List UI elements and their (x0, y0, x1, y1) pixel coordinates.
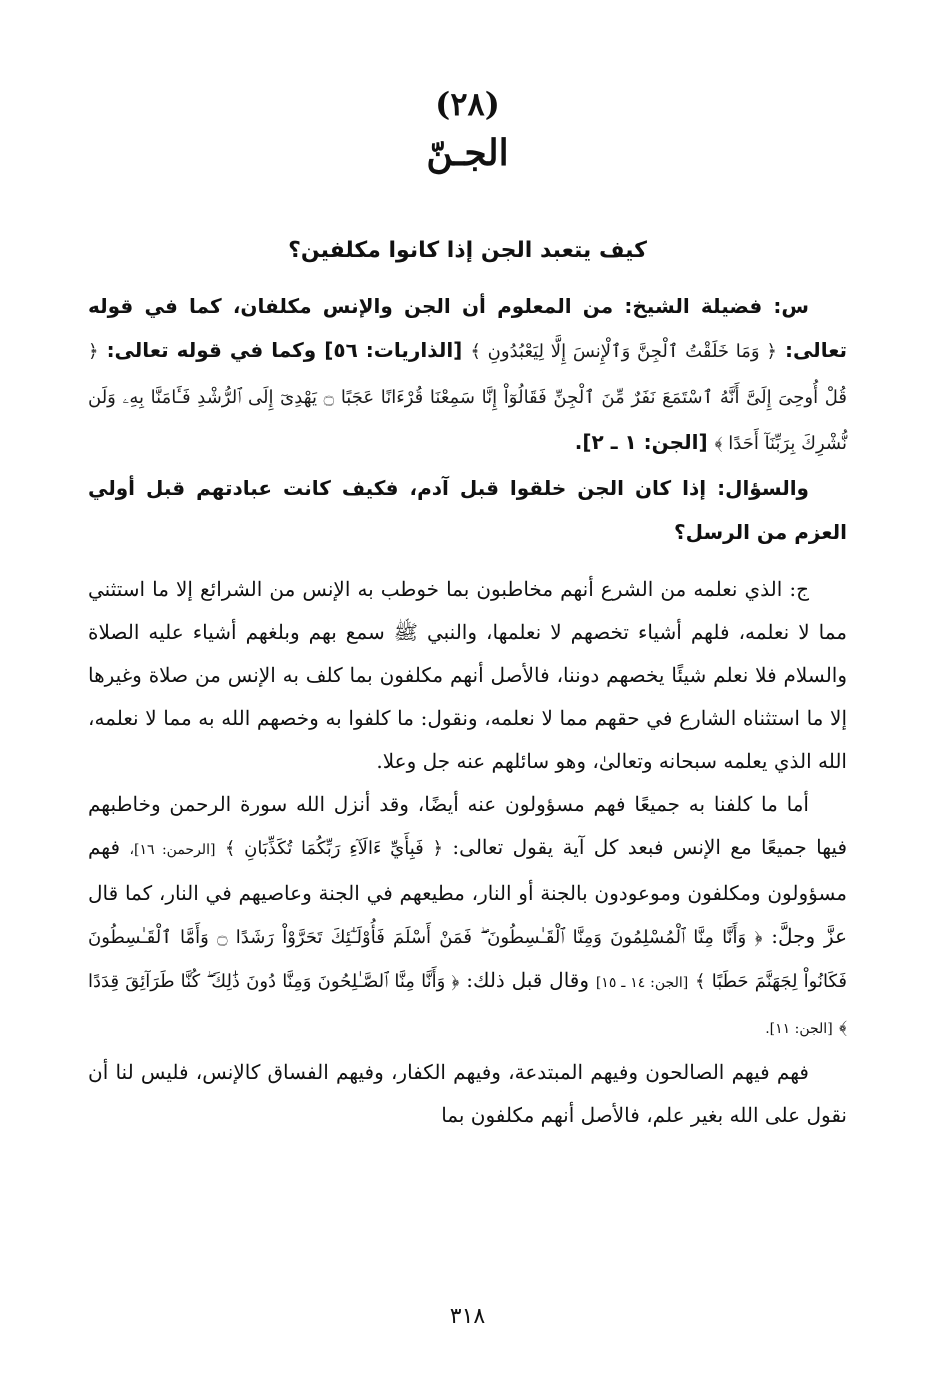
quran-verse: ﴿ وَأَنَّا مِنَّا ٱلْمُسْلِمُونَ وَمِنَّا ٱلْقَـٰسِطُونَ ۖ فَمَنْ أَسْلَمَ فَأُوْلَـٰٓئِكَ تَحَرَّوْاْ رَشَدًا ۝ وَأَمَّا ٱلْقَـٰسِطُونَ فَكَانُواْ لِجَهَنَّمَ حَطَبًا ﴾ (88, 927, 848, 992)
quran-verse: ﴿ قُلْ أُوحِىَ إِلَىَّ أَنَّهُ ٱسْتَمَعَ نَفَرٌ مِّنَ ٱلْجِنِّ فَقَالُوٓاْ إِنَّا سَمِعْنَا قُرْءَانًا عَجَبًا ۝ يَهْدِىٓ إِلَى ٱلرُّشْدِ فَـَٔامَنَّا بِهِۦ وَلَن نُّشْرِكَ بِرَبِّنَآ أَحَدًا ﴾ (88, 341, 847, 454)
question-block (88, 284, 847, 554)
verse-reference: [الجن: ١١]. (765, 1021, 833, 1037)
question-paragraph (88, 284, 847, 466)
section-heading: كيف يتعبد الجن إذا كانوا مكلفين؟ (288, 238, 647, 263)
answer-block (88, 568, 847, 1137)
verse-reference: [الجن: ١ ـ ٢]. (574, 430, 708, 454)
question-second-paragraph: والسؤال: إذا كان الجن خلقوا قبل آدم، فكيف كانت عبادتهم قبل أولي العزم من الرسل؟ (88, 476, 847, 544)
answer-text: وقال قبل ذلك: (466, 968, 590, 992)
verse-reference: [الرحمن: ١٦]، (129, 842, 216, 858)
chapter-title: الجـنّ (426, 132, 509, 174)
answer-paragraph: ج: الذي نعلمه من الشرع أنهم مخاطبون بما خوطب به الإنس من الشرائع إلا ما استثني مما لا نعلمه، فلهم أشياء تخصهم لا نعلمها، والنبي ﷺ سمع بهم وبلغهم أشياء عليه الصلاة والسلام فلا نعلم شيئًا يخصهم دوننا، فالأصل أنهم مكلفون بما كلف به الإنس من صلاة وغيرها إلا ما استثناه الشارع في حقهم مما لا نعلمه، ونقول: ما كلفوا به وخصهم الله به مما لا نعلمه، الله الذي يعلمه سبحانه وتعالىٰ، وهو سائلهم عنه جل وعلا. (88, 577, 847, 773)
answer-text: أما ما كلفنا به جميعًا فهم مسؤولون عنه أيضًا، وقد أنزل الله سورة الرحمن وخاطبهم فيها جميعًا مع الإنس فبعد كل آية يقول تعالى: (88, 792, 848, 859)
page-number: ٣١٨ (449, 1304, 486, 1329)
answer-paragraph (88, 783, 847, 1051)
answer-text: فهم مسؤولون ومكلفون وموعودون بالجنة أو النار، مطيعهم في الجنة وعاصيهم في النار، كما قال عزَّ وجلَّ: (88, 835, 848, 948)
quran-verse: ﴿ فَبِأَيِّ ءَالَآءِ رَبِّكُمَا تُكَذِّبَانِ ﴾ (224, 838, 444, 859)
verse-reference: [الجن: ١٤ ـ ١٥] (595, 975, 689, 991)
page (88, 0, 847, 1383)
quran-verse: ﴿ وَمَا خَلَقْتُ ٱلْجِنَّ وَٱلْإِنسَ إِلَّا لِيَعْبُدُونِ ﴾ (470, 341, 777, 362)
quran-verse: ﴿ وَأَنَّا مِنَّا ٱلصَّـٰلِحُونَ وَمِنَّا دُونَ ذَٰلِكَ ۖ كُنَّا طَرَآئِقَ قِدَدًا ﴾ (88, 971, 847, 1038)
question-intro: س: فضيلة الشيخ: من المعلوم أن الجن والإنس مكلفان، كما في قوله تعالى: (88, 294, 848, 362)
answer-paragraph: فهم فيهم الصالحون وفيهم المبتدعة، وفيهم الكفار، وفيهم الفساق كالإنس، فليس لنا أن نقول على الله بغير علم، فالأصل أنهم مكلفون بما (88, 1060, 847, 1127)
chapter-number: (٢٨) (435, 85, 500, 123)
verse-reference: [الذاريات: ٥٦] وكما في قوله تعالى: (106, 338, 463, 362)
